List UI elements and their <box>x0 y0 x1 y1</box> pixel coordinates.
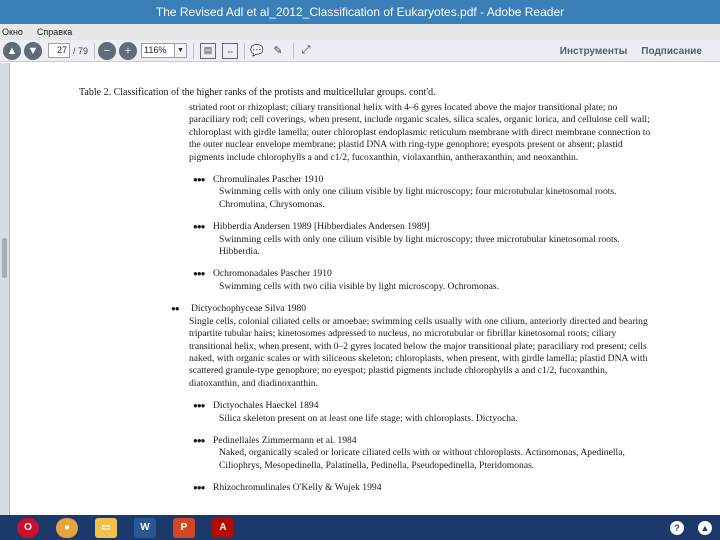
menu-item-help[interactable]: Справка <box>36 27 73 37</box>
window-title-bar <box>0 0 720 24</box>
taxon-entry <box>193 221 679 258</box>
bullet: ●●● <box>193 269 205 279</box>
arrow-down-icon: ▼ <box>27 44 39 57</box>
system-tray <box>670 515 712 540</box>
chrome-icon[interactable]: ● <box>56 518 78 538</box>
taxon-description: Swimming cells with only one cilium visible by light microscopy; four microtubular kinetosomal roots. Chromulina, Chrysomonas. <box>219 186 617 210</box>
fit-page-button[interactable] <box>200 43 216 59</box>
sign-link[interactable]: Подписание <box>641 45 702 57</box>
taxon-entry <box>193 174 679 211</box>
toolbar-divider <box>244 43 245 59</box>
window-title: The Revised Adl et al_2012_Classification of Eukaryotes.pdf - Adobe Reader <box>155 5 565 19</box>
acrobat-icon[interactable]: A <box>212 518 234 538</box>
zoom-input[interactable]: 116% <box>141 43 175 58</box>
comment-button[interactable] <box>248 42 266 60</box>
plus-icon: + <box>124 44 132 57</box>
taxon-name: Rhizochromulinales O'Kelly & Wujek 1994 <box>213 482 382 494</box>
taxon-entry <box>193 268 679 293</box>
pdf-page <box>79 87 679 495</box>
pane-handle[interactable] <box>2 238 7 278</box>
taxon-description: Silica skeleton present on at least one life stage; with chloroplasts. Dictyocha. <box>219 412 518 424</box>
taxon-entry <box>193 435 679 472</box>
taxon-name: Hibberdia Andersen 1989 [Hibberdiales Andersen 1989] <box>213 221 430 233</box>
table-title: Table 2. Classification of the higher ranks of the protists and multicellular groups. cont'd. <box>79 87 436 98</box>
bullet: ●●● <box>193 175 205 185</box>
fit-width-button[interactable] <box>222 43 238 59</box>
bullet: ●●● <box>193 483 205 493</box>
taxon-description: Swimming cells with only one cilium visible by light microscopy; three microtubular kinetosomal roots. Hibberdia. <box>219 233 620 258</box>
toolbar-divider <box>293 43 294 59</box>
prev-page-button[interactable] <box>3 42 21 60</box>
toolbar-right-links <box>560 40 702 62</box>
page-number-input[interactable]: 27 <box>48 43 70 58</box>
expand-icon: ⤢ <box>301 44 311 56</box>
taskbar <box>0 515 720 540</box>
minus-icon: − <box>103 44 111 57</box>
word-icon[interactable]: W <box>134 518 156 538</box>
next-page-button[interactable] <box>24 42 42 60</box>
taxon-description: Single cells, colonial ciliated cells or amoebae; swimming cells usually with one cilium, anteriorly directed and bearing tripartite tubular hairs; kinetosomes adpressed to nucleus, no microtubular or fibrillar kinetosomal roots; ciliary transitional helix, when present, with 0–2 gyres located below the major transitional plate; paraciliary rod present; cells naked, with organic scales or with siliceous skeleton; chloroplasts, when present, with girdle lamella; plastid DNA with scattered granule-type genophore; no eyespot; plastid pigments include chlorophylls a and c1/2, fucoxanthin, diatoxanthin, and diadinoxanthin. <box>189 315 648 389</box>
opera-icon[interactable]: O <box>17 518 39 538</box>
folder-icon[interactable]: ▭ <box>95 518 117 538</box>
bullet: ●●● <box>193 222 205 232</box>
tools-link[interactable]: Инструменты <box>559 45 628 57</box>
fit-width-icon: ⇔ <box>225 45 235 56</box>
zoom-in-button[interactable] <box>119 42 137 60</box>
sign-button[interactable] <box>269 42 287 60</box>
taxon-name: Dictyochales Haeckel 1894 <box>213 400 319 412</box>
arrow-up-icon: ▲ <box>6 44 18 57</box>
expand-button[interactable] <box>297 42 315 60</box>
help-icon[interactable]: ? <box>670 521 684 535</box>
bullet: ●●● <box>193 435 205 445</box>
taxon-description: Swimming cells with two cilia visible by light microscopy. Ochromonas. <box>219 280 499 292</box>
zoom-out-button[interactable] <box>98 42 116 60</box>
menu-bar <box>0 24 720 40</box>
speech-bubble-icon: 💬 <box>250 45 264 57</box>
fit-page-icon: ▤ <box>203 45 213 55</box>
taxon-name: Chromulinales Pascher 1910 <box>213 174 324 186</box>
taxon-name: Dictyochophyceae Silva 1980 <box>191 303 307 315</box>
navigation-pane-strip[interactable] <box>0 63 10 515</box>
bullet: ●● <box>171 304 179 314</box>
powerpoint-icon[interactable]: P <box>173 518 195 538</box>
menu-item-window[interactable]: Окно <box>2 27 23 37</box>
taxon-description: Naked, organically scaled or loricate ciliated cells with or without chloroplasts. Actinomonas, Apedinella, Ciliophrys, Mesopedinella, Palatinella, Pedinella, Pseudopedinella, Pteridomonas. <box>219 447 625 471</box>
taxon-entry <box>171 303 679 390</box>
chevron-down-icon: ▼ <box>177 47 184 54</box>
taxon-name: Pedinellales Zimmermann et al. 1984 <box>213 434 357 446</box>
taxon-entry <box>193 400 679 425</box>
intro-paragraph: striated root or rhizoplast; ciliary transitional helix with 4–6 gyres located above the major transitional plate; no paraciliary rod; cell coverings, when present, include organic scales, silica scales, organic lorica, and cellulose cell wall; chloroplast with girdle lamella; outer chloroplast endoplasmic reticulum membrane with direct membrane connection to the outer nuclear envelope membrane; plastid DNA with ring-type genophore; eyespots present or absent; plastid pigments include chlorophylls a and c1/2, fucoxanthin, violaxanthin, antheraxanthin, and neoxanthin. <box>189 102 651 163</box>
bullet: ●●● <box>193 401 205 411</box>
pen-icon: ✎ <box>273 45 283 57</box>
toolbar-divider <box>193 43 194 59</box>
toolbar <box>0 40 720 62</box>
toolbar-divider <box>94 43 95 59</box>
taxon-entry <box>193 482 679 494</box>
taxon-name: Ochromonadales Pascher 1910 <box>213 268 332 280</box>
zoom-dropdown-button[interactable] <box>175 43 187 58</box>
document-view[interactable] <box>11 63 720 515</box>
chevron-up-icon[interactable]: ▲ <box>698 521 712 535</box>
page-total: / 79 <box>73 45 89 56</box>
